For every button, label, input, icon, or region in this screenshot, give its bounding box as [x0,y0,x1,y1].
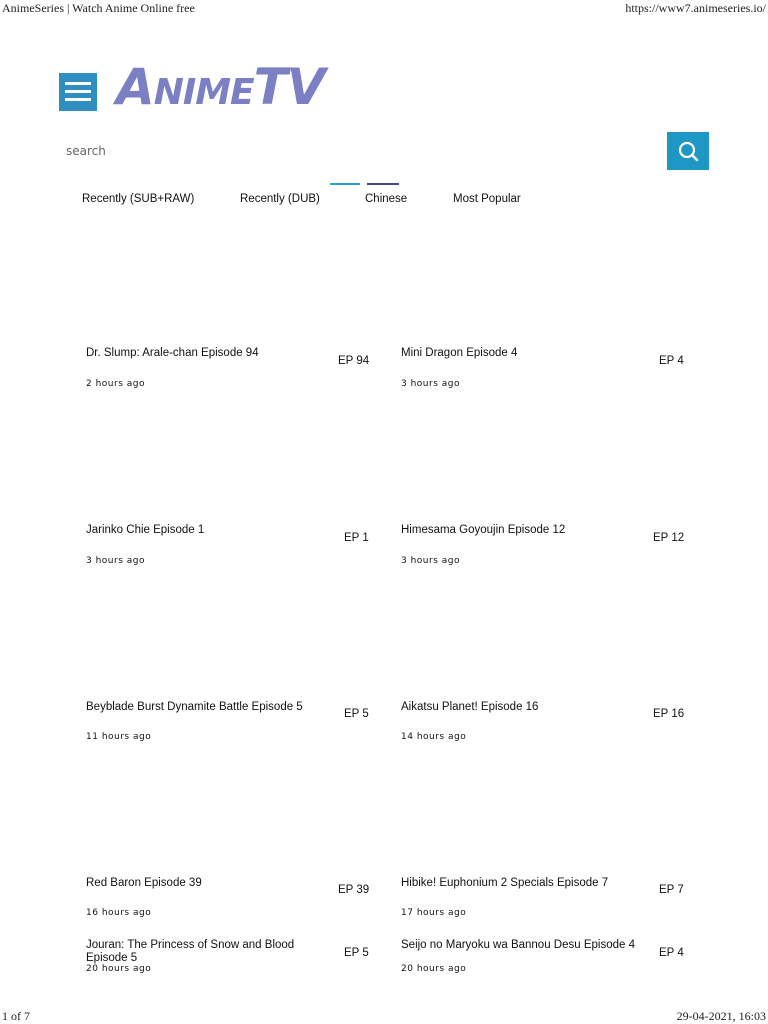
print-datetime: 29-04-2021, 16:03 [676,1009,766,1023]
hamburger-icon-bar [65,90,91,93]
episode-number-badge: EP 39 [338,884,370,896]
tab-recently-dub[interactable]: Recently (DUB) [240,193,320,205]
episode-time: 11 hours ago [86,732,152,742]
search-button[interactable] [667,132,709,170]
site-logo[interactable]: ANIMETV [116,58,325,116]
episode-time: 3 hours ago [86,556,145,566]
episode-time: 16 hours ago [86,908,152,918]
page-number: 1 of 7 [2,1009,30,1023]
episode-time: 2 hours ago [86,379,145,389]
episode-number-badge: EP 16 [653,708,685,720]
hamburger-icon-bar [65,82,91,85]
episode-number-badge: EP 94 [338,355,370,367]
page-title: AnimeSeries | Watch Anime Online free [2,1,195,15]
hamburger-icon-bar [65,98,91,101]
episode-title[interactable]: Red Baron Episode 39 [86,877,202,889]
menu-button[interactable] [59,73,97,111]
episode-title[interactable]: Beyblade Burst Dynamite Battle Episode 5 [86,701,303,713]
episode-title[interactable]: Aikatsu Planet! Episode 16 [401,701,539,713]
episode-number-badge: EP 1 [344,532,369,544]
tab-chinese[interactable]: Chinese [365,193,408,205]
episode-number-badge: EP 12 [653,532,685,544]
episode-title[interactable]: Jouran: The Princess of Snow and Blood Episode 5 [86,939,295,964]
episode-title[interactable]: Jarinko Chie Episode 1 [86,524,205,536]
tab-indicator [330,183,360,185]
episode-number-badge: EP 5 [344,708,369,720]
print-footer [0,1008,768,1024]
search-icon [676,139,700,163]
episode-time: 3 hours ago [401,379,460,389]
episode-time: 17 hours ago [401,908,467,918]
page-url: https://www7.animeseries.io/ [625,1,766,15]
search-input[interactable] [60,136,662,166]
episode-title[interactable]: Dr. Slump: Arale-chan Episode 94 [86,347,259,359]
episode-number-badge: EP 5 [344,947,369,959]
tab-most-popular[interactable]: Most Popular [453,193,521,205]
episode-title[interactable]: Hibike! Euphonium 2 Specials Episode 7 [401,877,609,889]
tab-indicator [367,183,399,185]
episode-title[interactable]: Mini Dragon Episode 4 [401,347,518,359]
episode-title[interactable]: Seijo no Maryoku wa Bannou Desu Episode 4 [401,939,635,951]
episode-time: 14 hours ago [401,732,467,742]
episode-number-badge: EP 7 [659,884,684,896]
episode-time: 20 hours ago [401,964,467,974]
episode-number-badge: EP 4 [659,355,684,367]
print-header [0,0,768,16]
episode-number-badge: EP 4 [659,947,684,959]
tab-recently-sub-raw[interactable]: Recently (SUB+RAW) [82,193,195,205]
episode-time: 20 hours ago [86,964,152,974]
episode-title[interactable]: Himesama Goyoujin Episode 12 [401,524,566,536]
episode-time: 3 hours ago [401,556,460,566]
